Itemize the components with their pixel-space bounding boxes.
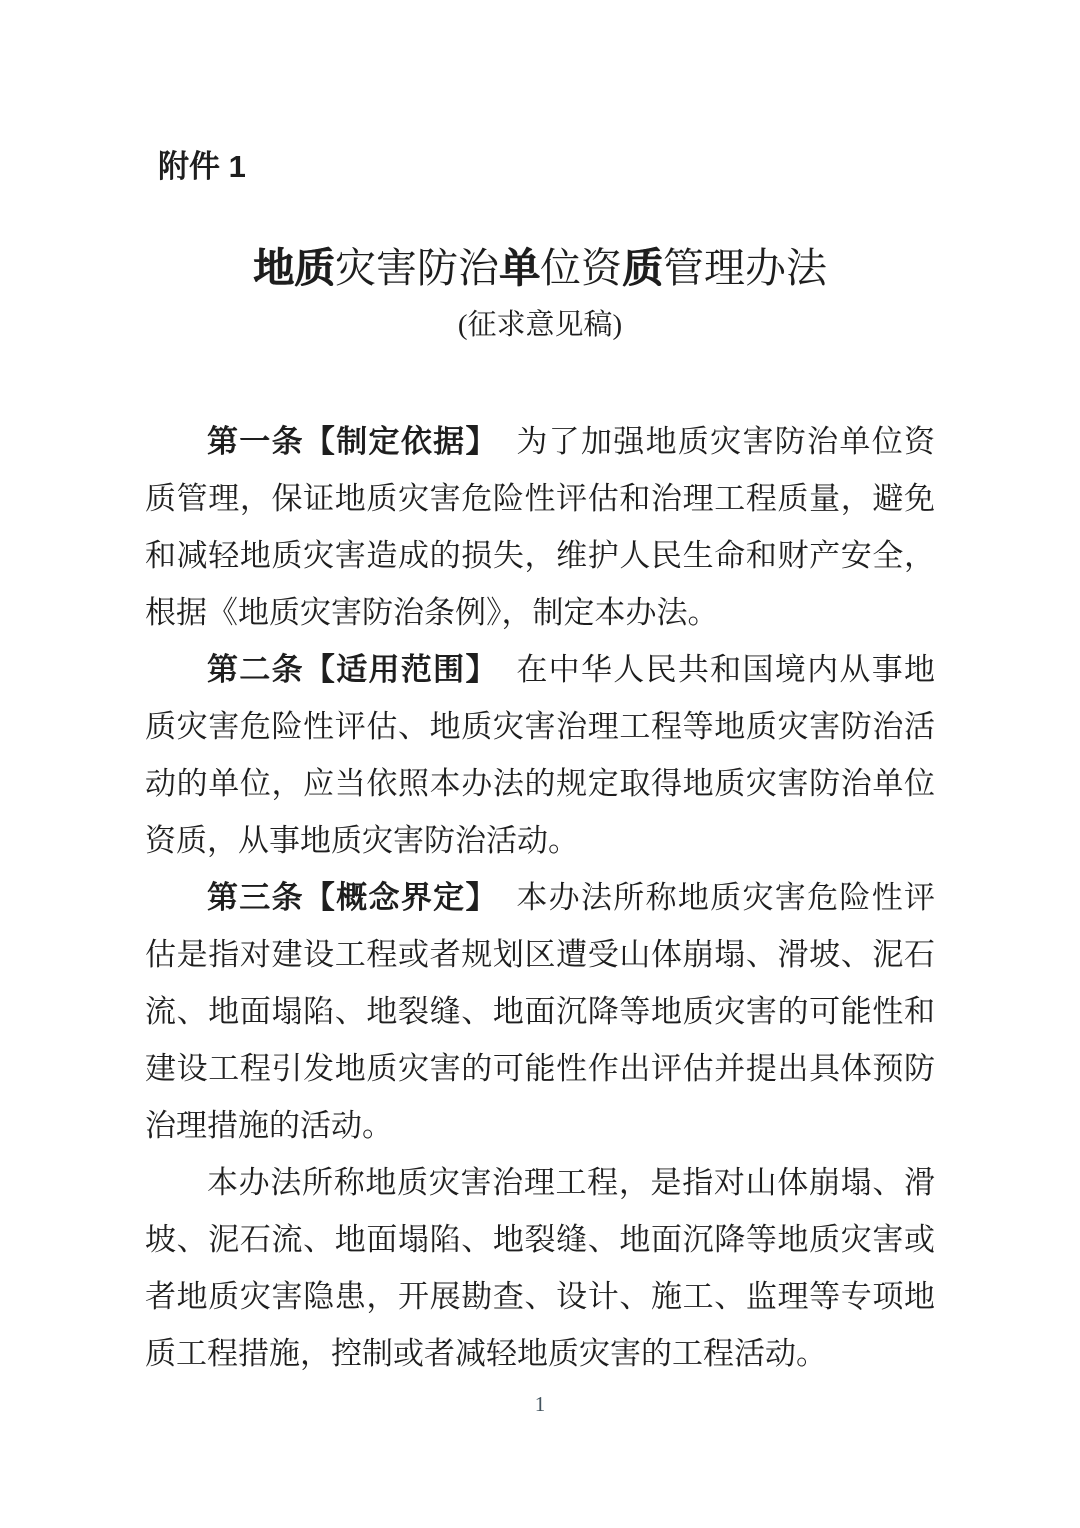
article-heading: 第二条【适用范围】 [207,652,498,687]
article-text: 为了加强地质灾害防治单位资质管理，保证地质灾害危险性评估和治理工程质量，避免和减轻地质灾害造成的损失，维护人民生命和财产安全，根据《地质灾害防治条例》，制定本办法。 [145,424,936,630]
paragraph-article-3-continued [145,1154,935,1382]
article-text: 本办法所称地质灾害危险性评估是指对建设工程或者规划区遭受山体崩塌、滑坡、泥石流、地面塌陷、地裂缝、地面沉降等地质灾害的可能性和建设工程引发地质灾害的可能性作出评估并提出具体预防治理措施的活动。 [145,880,936,1143]
paragraph-article-1 [145,413,935,641]
page-number: 1 [534,1392,546,1416]
title-segment: 质 [622,245,663,291]
document-body [145,413,935,1382]
article-text: 本办法所称地质灾害治理工程，是指对山体崩塌、滑坡、泥石流、地面塌陷、地裂缝、地面沉降等地质灾害或者地质灾害隐患，开展勘查、设计、施工、监理等专项地质工程措施，控制或者减轻地质灾害的工程活动。 [145,1165,935,1371]
article-heading: 第三条【概念界定】 [207,880,498,915]
article-heading: 第一条【制定依据】 [207,424,498,459]
title-segment: 地质 [253,245,335,291]
paragraph-article-2 [145,641,935,869]
attachment-label: 附件 1 [158,149,246,184]
document-title [0,240,1080,296]
title-segment: 单 [499,245,540,291]
title-segment: 位资 [540,245,622,291]
paragraph-article-3 [145,869,935,1154]
title-segment: 灾害防治 [335,245,499,291]
title-segment: 管理办法 [663,245,827,291]
article-text: 在中华人民共和国境内从事地质灾害危险性评估、地质灾害治理工程等地质灾害防治活动的单位，应当依照本办法的规定取得地质灾害防治单位资质，从事地质灾害防治活动。 [145,652,936,858]
document-subtitle: (征求意见稿) [457,309,623,341]
